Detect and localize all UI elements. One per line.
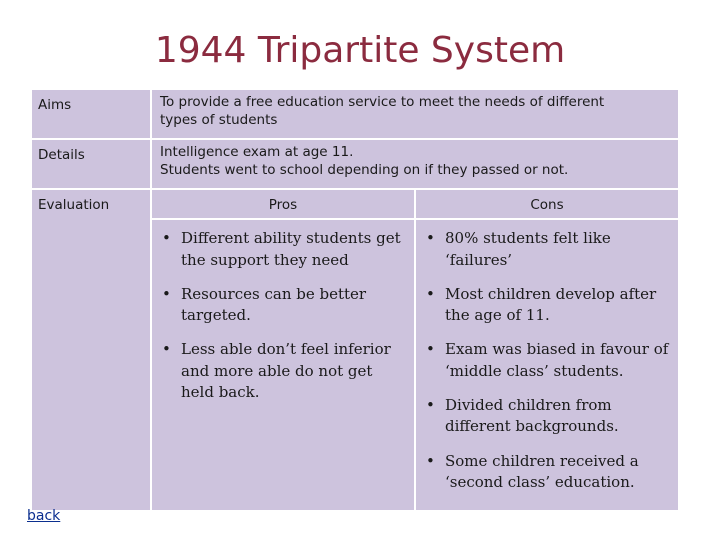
cons-list [422,228,670,493]
details-label: Details [31,139,151,189]
evaluation-label: Evaluation [31,189,151,511]
details-text-line-2: Students went to school depending on if they passed or not. [160,162,569,179]
table-row-aims [31,89,679,139]
cons-item [422,284,670,327]
cons-item [422,451,670,494]
cons-cell [415,219,679,511]
pros-item-text: Different ability students get the support they need [181,229,401,269]
bullet-icon: • [162,284,171,303]
cons-item-text: 80% students felt like ‘failures’ [445,229,611,269]
cons-item-text: Divided children from different backgrounds. [445,396,619,436]
cons-heading: Cons [415,189,679,219]
aims-text-line-1: To provide a free education service to meet the needs of different [160,94,605,110]
pros-item [158,339,406,403]
bullet-icon: • [426,451,435,470]
bullet-icon: • [162,340,171,359]
aims-label: Aims [31,89,151,139]
pros-heading: Pros [151,189,415,219]
cons-item-text: Some children received a ‘second class’ education. [445,451,639,491]
pros-cell [151,219,415,511]
slide-title: 1944 Tripartite System [154,30,566,71]
cons-item-text: Most children develop after the age of 11. [445,284,657,325]
aims-content [151,89,679,139]
bullet-icon: • [426,284,435,303]
bullet-icon: • [426,229,435,248]
pros-list [158,228,406,403]
pros-item-text: Less able don’t feel inferior and more able do not get held back. [181,340,391,401]
bullet-icon: • [162,229,171,248]
table-row-evaluation-heading [31,189,679,219]
pros-item-text: Resources can be better targeted. [181,284,367,325]
table-row-details [31,139,679,189]
details-content [151,139,679,189]
cons-item [422,339,670,382]
cons-item [422,395,670,438]
cons-item-text: Exam was biased in favour of ‘middle class’ students. [445,340,669,380]
pros-item [158,228,406,271]
cons-item [422,228,670,271]
details-text-line-1: Intelligence exam at age 11. [160,144,354,160]
bullet-icon: • [426,396,435,414]
back-link[interactable]: back [27,508,61,524]
aims-text-line-2: types of students [160,112,278,129]
bullet-icon: • [426,340,435,359]
pros-item [158,284,406,327]
tripartite-table [30,88,680,512]
